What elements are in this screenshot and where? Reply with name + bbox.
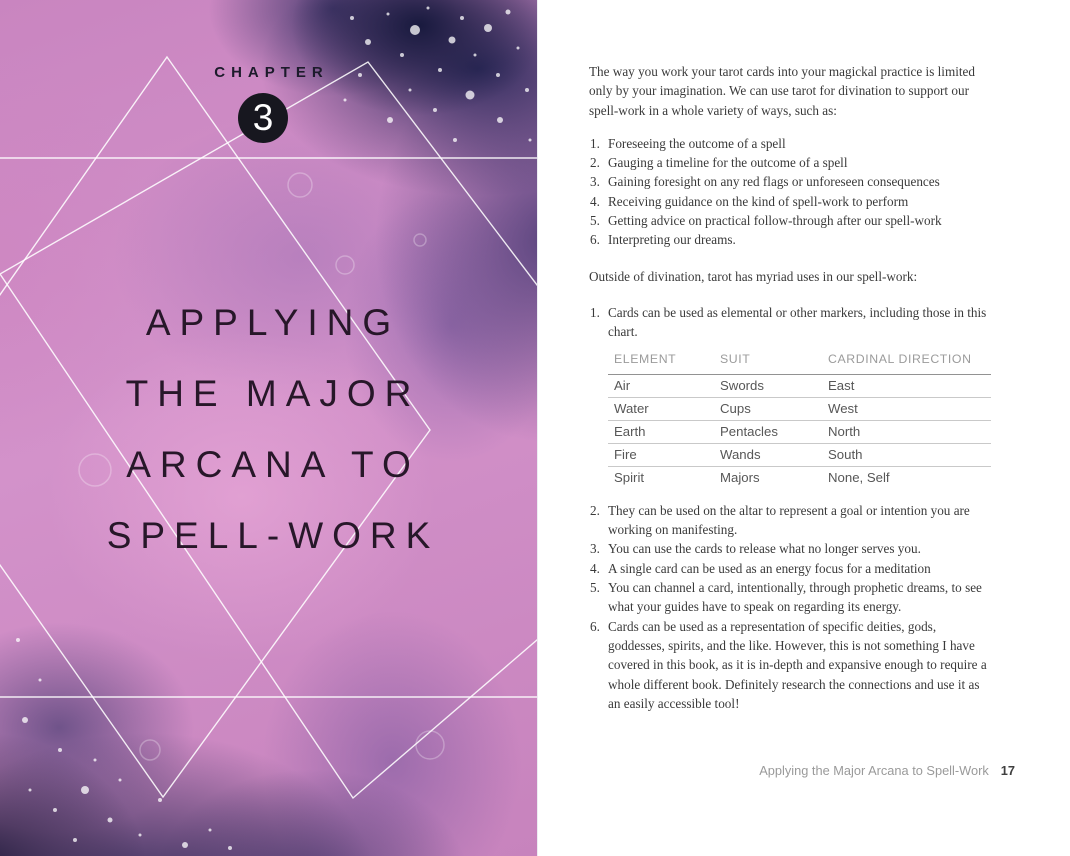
list-item xyxy=(589,230,991,249)
list-item-text: Foreseeing the outcome of a spell xyxy=(608,135,786,151)
list-item-text: Getting advice on practical follow-through after our spell-work xyxy=(608,213,942,229)
list-item-text: Cards can be used as elemental or other markers, including those in this chart. xyxy=(608,304,987,340)
page-number: 17 xyxy=(1000,763,1015,778)
running-head: Applying the Major Arcana to Spell-Work xyxy=(759,763,989,778)
chapter-number-badge xyxy=(238,93,288,143)
list-item xyxy=(589,539,991,558)
list-item-text: You can use the cards to release what no longer serves you. xyxy=(608,541,921,557)
list-item-text: Gaining foresight on any red flags or unforeseen consequences xyxy=(608,174,940,190)
table-cell: Pentacles xyxy=(714,420,822,443)
list-item xyxy=(589,153,991,172)
table-cell: Water xyxy=(608,397,714,420)
table-row xyxy=(608,420,991,443)
list-item-text: Receiving guidance on the kind of spell-work to perform xyxy=(608,193,909,209)
element-correspondence-table xyxy=(608,348,991,489)
divination-uses-list xyxy=(589,134,991,250)
chapter-title-line-3: ARCANA TO xyxy=(126,444,420,485)
table-cell: Majors xyxy=(720,469,760,485)
table-row xyxy=(608,374,991,397)
list-item xyxy=(589,134,991,153)
chapter-title-line-2: THE MAJOR xyxy=(125,373,421,414)
column-header: ELEMENT xyxy=(608,348,714,375)
list-item xyxy=(589,501,991,540)
list-item xyxy=(589,559,991,578)
table-cell: Fire xyxy=(608,443,714,466)
chapter-label: CHAPTER xyxy=(214,64,329,81)
table-row xyxy=(608,466,991,489)
table-cell: East xyxy=(822,374,991,397)
column-header: CARDINAL DIRECTION xyxy=(822,348,991,375)
list-item xyxy=(589,578,991,617)
table-row xyxy=(608,397,991,420)
list-item-text: Interpreting our dreams. xyxy=(608,232,736,248)
table-cell: North xyxy=(822,420,991,443)
spellwork-uses-list xyxy=(589,303,991,713)
list-item xyxy=(589,303,991,489)
chapter-title-line-4: SPELL-WORK xyxy=(106,515,440,556)
table-cell: Swords xyxy=(714,374,822,397)
list-item-text: They can be used on the altar to represent a goal or intention you are working on manifesting. xyxy=(608,502,970,538)
column-header: SUIT xyxy=(714,348,822,375)
chapter-title-line-1: APPLYING xyxy=(145,302,401,343)
table-cell: None, Self xyxy=(828,469,890,485)
chapter-number: 3 xyxy=(252,96,274,138)
outside-divination-paragraph: Outside of divination, tarot has myriad uses in our spell-work: xyxy=(589,268,918,284)
intro-paragraph: The way you work your tarot cards into your magickal practice is limited only by your imagination. We can use tarot for divination to support our spell-work in a whole variety of ways, such as: xyxy=(589,64,975,118)
table-row xyxy=(608,443,991,466)
body-text-column xyxy=(589,62,991,713)
list-item xyxy=(589,172,991,191)
list-item xyxy=(589,211,991,230)
table-cell: West xyxy=(822,397,991,420)
list-item-text: Gauging a timeline for the outcome of a spell xyxy=(608,155,848,171)
table-cell: Cups xyxy=(714,397,822,420)
list-item-text: You can channel a card, intentionally, through prophetic dreams, to see what your guides have to speak on regarding its energy. xyxy=(608,580,982,615)
list-item-text: Cards can be used as a representation of specific deities, gods, goddesses, spirits, and the like. However, this is not something I have covered in this book, as it is in-depth and expansive enough to require a whole different book. Definitely research the connections and use it as an easily accessible tool! xyxy=(608,618,987,711)
table-cell: Air xyxy=(608,374,714,397)
table-header-row xyxy=(608,348,991,375)
list-item xyxy=(589,192,991,211)
table-cell: Spirit xyxy=(614,469,645,485)
content-page xyxy=(537,0,1070,856)
list-item xyxy=(589,617,991,713)
list-item-text: A single card can be used as an energy focus for a meditation xyxy=(608,560,931,576)
table-cell: Wands xyxy=(714,443,822,466)
table-cell: Earth xyxy=(608,420,714,443)
running-footer xyxy=(759,763,1015,778)
chapter-title xyxy=(0,287,537,571)
table-cell: South xyxy=(822,443,991,466)
